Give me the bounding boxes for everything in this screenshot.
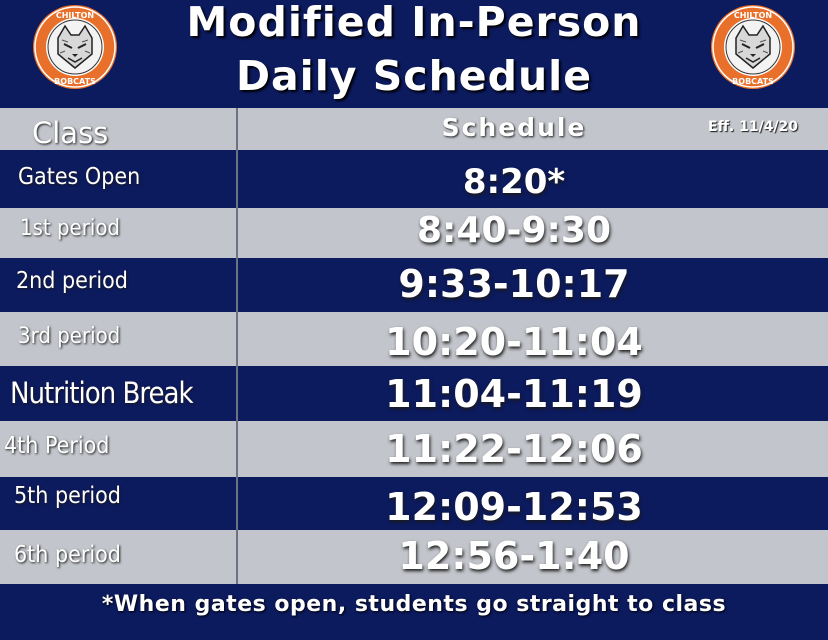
- row-time: 8:20*: [462, 162, 566, 202]
- column-header-schedule: Schedule: [441, 113, 587, 142]
- title-line-2: Daily Schedule: [235, 52, 593, 100]
- table-row: [0, 312, 828, 366]
- footer: [0, 584, 828, 640]
- row-time: 8:40-9:30: [416, 210, 612, 251]
- row-class-label: 3rd period: [18, 324, 121, 349]
- row-class-label: 1st period: [20, 216, 120, 241]
- title-line-1: Modified In-Person: [186, 0, 642, 46]
- chilton-bobcats-logo-left: [32, 4, 118, 90]
- row-time: 11:22-12:06: [385, 427, 643, 471]
- row-class-label: 6th period: [14, 542, 121, 568]
- header: [0, 0, 828, 108]
- row-time: 11:04-11:19: [385, 372, 643, 416]
- logo-bottom-text: BOBCATS: [54, 77, 96, 86]
- logo-top-text: CHILTON: [733, 11, 773, 20]
- effective-date: Eff. 11/4/20: [708, 119, 799, 135]
- row-class-label: 2nd period: [16, 268, 128, 294]
- row-time: 10:20-11:04: [385, 320, 643, 364]
- column-header-class: Class: [32, 116, 109, 150]
- table-row: [0, 150, 828, 208]
- table-row: [0, 421, 828, 477]
- table-row: [0, 477, 828, 530]
- row-time: 9:33-10:17: [398, 262, 630, 306]
- table-row: [0, 208, 828, 258]
- table-row: [0, 258, 828, 312]
- table-row: [0, 530, 828, 584]
- row-class-label: Gates Open: [18, 164, 141, 190]
- chilton-bobcats-logo-right: [710, 4, 796, 90]
- footnote: *When gates open, students go straight to class: [101, 592, 727, 617]
- row-class-label: 4th Period: [4, 433, 110, 459]
- row-time: 12:56-1:40: [398, 534, 630, 578]
- logo-top-text: CHILTON: [55, 11, 95, 20]
- table-row: [0, 366, 828, 421]
- row-class-label: 5th period: [14, 483, 121, 509]
- table-header-row: [0, 108, 828, 150]
- logo-bottom-text: BOBCATS: [732, 77, 774, 86]
- row-time: 12:09-12:53: [385, 485, 643, 529]
- row-class-label: Nutrition Break: [10, 376, 193, 410]
